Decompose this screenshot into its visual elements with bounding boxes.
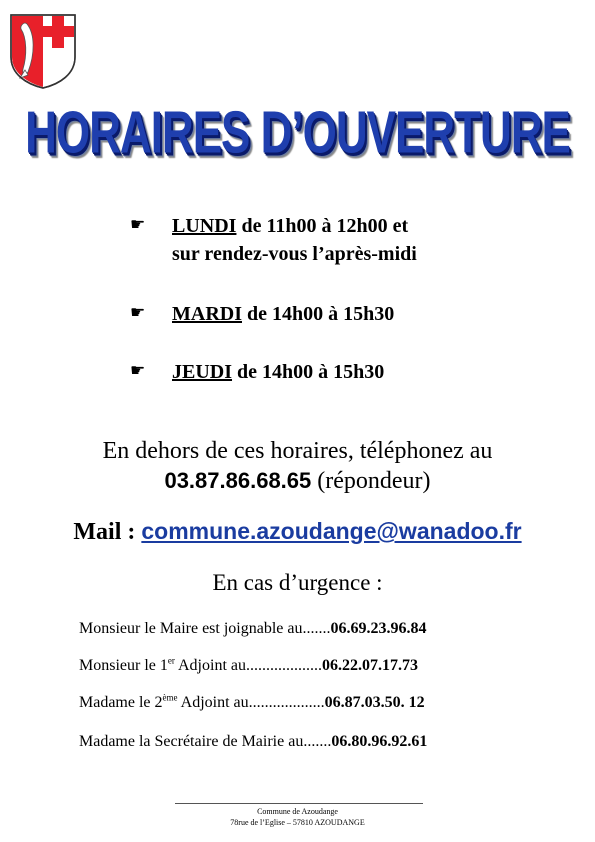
mail-label: Mail : (73, 519, 142, 545)
contact-label-sup: er (167, 655, 175, 666)
contact-label (79, 694, 249, 712)
mail-link[interactable]: commune.azoudange@wanadoo.fr (141, 518, 522, 544)
schedule-item-thursday (130, 358, 384, 386)
contact-row-first-deputy (79, 657, 509, 675)
footer-line-2: 78rue de l’Eglise – 57810 AZOUDANGE (230, 818, 365, 827)
contact-number[interactable]: 06.87.03.50. 12 (324, 694, 425, 711)
emergency-heading: En cas d’urgence : (212, 570, 383, 595)
contact-dots: ....... (302, 620, 331, 637)
contact-number[interactable]: 06.69.23.96.84 (330, 620, 427, 637)
pointing-hand-icon: ☛ (130, 303, 146, 323)
contact-label: Monsieur le Maire est joignable au (79, 620, 303, 637)
contact-label-post: Adjoint au (177, 694, 249, 711)
contact-dots: ....... (303, 733, 332, 750)
contact-row-second-deputy (79, 694, 509, 712)
contact-dots: ................... (248, 694, 325, 711)
schedule-item-monday (130, 212, 417, 268)
footer-divider (175, 803, 423, 804)
pointing-hand-icon: ☛ (130, 215, 146, 235)
schedule-text (172, 358, 384, 386)
page-title: HORAIRES D’OUVERTURE (25, 100, 570, 167)
phone-info (0, 436, 595, 496)
schedule-day: LUNDI (172, 215, 237, 237)
contact-number[interactable]: 06.80.96.92.61 (331, 733, 428, 750)
mail-line (0, 518, 595, 546)
contact-label: Madame la Secrétaire de Mairie au (79, 733, 304, 750)
contact-row-secretary (79, 733, 509, 751)
schedule-text (172, 212, 417, 268)
municipal-crest-logo (8, 12, 78, 90)
contact-dots: ................... (245, 657, 322, 674)
phone-number[interactable]: 03.87.86.68.65 (164, 468, 312, 493)
schedule-day: MARDI (172, 303, 242, 325)
footer-line-1: Commune de Azoudange (257, 807, 338, 816)
pointing-hand-icon: ☛ (130, 361, 146, 381)
schedule-hours: de 14h00 à 15h30 (232, 361, 385, 383)
phone-intro: En dehors de ces horaires, téléphonez au (102, 438, 493, 464)
schedule-item-tuesday (130, 300, 394, 328)
contact-label-pre: Madame le 2 (79, 694, 163, 711)
schedule-hours: de 11h00 à 12h00 et (236, 215, 409, 237)
contact-label-pre: Monsieur le 1 (79, 657, 168, 674)
schedule-text (172, 300, 394, 328)
schedule-extra: sur rendez-vous l’après-midi (172, 243, 417, 265)
contact-number[interactable]: 06.22.07.17.73 (321, 657, 418, 674)
schedule-hours: de 14h00 à 15h30 (242, 303, 395, 325)
schedule-day: JEUDI (172, 361, 233, 383)
footer (0, 806, 595, 828)
contact-row-mayor (79, 620, 509, 638)
contact-label-sup: ème (162, 692, 178, 703)
contact-label-post: Adjoint au (174, 657, 246, 674)
contact-label (79, 657, 246, 675)
phone-note: (répondeur) (311, 468, 431, 494)
